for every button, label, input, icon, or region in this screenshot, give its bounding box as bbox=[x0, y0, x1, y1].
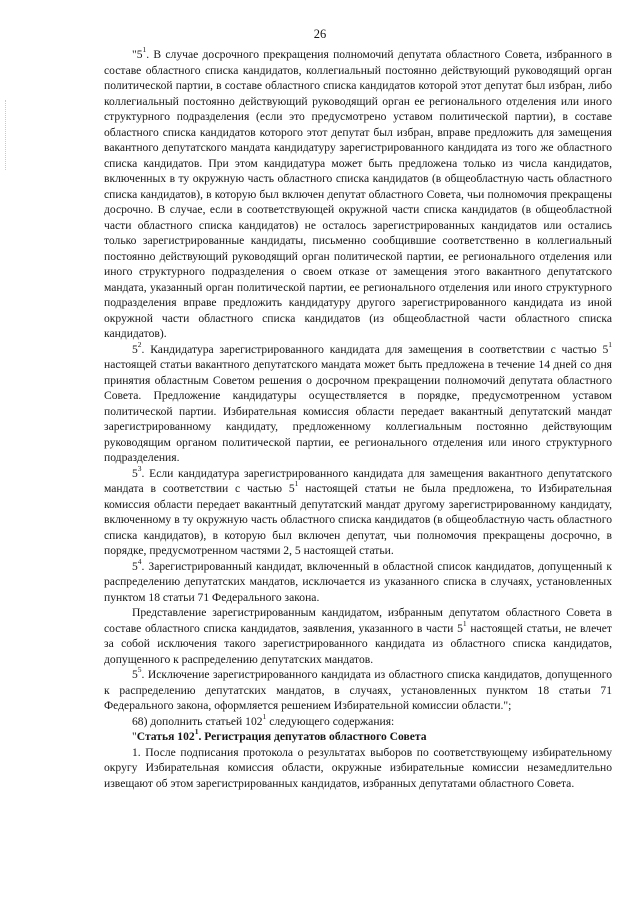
text-run: настоящей статьи не была предложена, то Избирательная комиссия области передает вакантный депутатский мандат другому зарегистрированному кандидату, включенному в ту окружную часть областного списка кандидатов (в общеобластную часть областного списка кандидатов), в которую был включен депутат, чьи полномочия прекращены досрочно, в порядке, предусмотренном частями 2, 5 настоящей статьи. bbox=[104, 482, 613, 557]
superscript: 3 bbox=[137, 463, 142, 473]
text-run: "5 bbox=[132, 48, 143, 61]
text-run: . Исключение зарегистрированного кандидата из областного списка кандидатов, допущенного к распределению депутатских мандатов, в случаях, установленных пунктом 18 статьи 71 Федерального закона, оформляется решением Избирательной комиссии области."; bbox=[104, 668, 612, 712]
superscript: 1 bbox=[262, 711, 267, 721]
text-run: . В случае досрочного прекращения полномочий депутата областного Совета, избранного в составе областного списка кандидатов, коллегиальный постоянно действующий руководящий орган политической партии, в составе областного списка кандидатов которой этот депутат был избран, либо коллегиальный постоянно действующий руководящий орган ее регионального отделения или иного структурного подразделения (если это предусмотрено уставом политической партии), в составе областного списка кандидатов которого этот депутат был избран, вправе предложить для замещения вакантного депутатского мандата кандидатуру зарегистрированного кандидата из того же областного списка кандидатов. При этом кандидатура может быть предложена только из числа кандидатов, включенных в ту окружную часть областного списка кандидатов (в общеобластную часть областного списка кандидатов), в которую был включен депутат областного Совета, чьи полномочия прекращены досрочно. В случае, если в соответствующей окружной части списка кандидатов (в общеобластной части областного списка кандидатов) не осталось зарегистрированных кандидатов или остались только зарегистрированные кандидаты, письменно сообщившие соответственно в коллегиальный постоянно действующий руководящий орган политической партии, ее регионального отделения или иного структурного подразделения о своем отказе от замещения этого вакантного депутатского мандата, указанный орган политической партии, ее регионального отделения или иного структурного подразделения вправе предложить кандидатуру другого зарегистрированного кандидата из иной окружной части областного списка кандидатов (из общеобластной части областного списка кандидатов). bbox=[104, 48, 612, 340]
paragraph-representation bbox=[104, 605, 612, 667]
paragraph-part-5-3 bbox=[104, 463, 613, 559]
paragraph-part-5-2 bbox=[104, 339, 612, 466]
text-run: . Если кандидатура зарегистрированного кандидата для замещения вакантного депутатского мандата в соответствии с частью 5 bbox=[104, 466, 612, 495]
superscript: 4 bbox=[137, 556, 142, 566]
text-run: настоящей статьи вакантного депутатского мандата может быть предложена в течение 14 дней со дня принятия областным Советом решения о досрочном прекращении полномочий депутата областного Совета. Предложение кандидатуры осуществляется в порядке, предусмотренном уставом политической партии. Избирательная комиссия области передает вакантный депутатский мандат зарегистрированному кандидату, предложенному коллегиальным постоянно действующим руководящим органом политической партии, ее регионального отделения или иного структурного подразделения. bbox=[104, 358, 612, 464]
heading-text: . Регистрация депутатов областного Совета bbox=[198, 730, 427, 743]
text-run: 68) дополнить статьей 102 bbox=[132, 714, 263, 728]
text-run: следующего содержания: bbox=[266, 714, 395, 728]
text-run: . Кандидатура зарегистрированного кандидата для замещения в соответствии с частью 5 bbox=[141, 342, 609, 356]
text-run: 5 bbox=[132, 559, 138, 573]
superscript: 5 bbox=[137, 665, 142, 675]
paragraph-article-part-1 bbox=[104, 745, 612, 792]
superscript: 1 bbox=[142, 45, 147, 55]
text-run: . Зарегистрированный кандидат, включенный в областной список кандидатов, допущенный к распределению депутатских мандатов, исключается из указанного списка в случаях, установленных пунктом 18 статьи 71 Федерального закона. bbox=[104, 559, 612, 604]
paragraph-part-5-5 bbox=[104, 667, 612, 714]
heading-text: Статья 102 bbox=[136, 730, 195, 743]
superscript: 1 bbox=[294, 479, 299, 489]
superscript: 1 bbox=[608, 339, 612, 349]
text-run: 1. После подписания протокола о результатах выборов по соответствующему избирательному округу Избирательная комиссия области, окружные избирательные комиссии незамедлительно извещают об этом зарегистрированных кандидатов, избранных депутатами областного Совета. bbox=[104, 745, 612, 790]
paragraph-item-68 bbox=[104, 711, 612, 730]
text-run: настоящей статьи, не влечет за собой исключения такого зарегистрированного кандидата из областного списка кандидатов, допущенного к распределению депутатских мандатов. bbox=[104, 621, 612, 666]
article-heading bbox=[104, 729, 612, 745]
text-run: 5 bbox=[132, 342, 138, 356]
page-number: 26 bbox=[313, 27, 327, 41]
binding-margin-marks bbox=[5, 100, 8, 170]
text-run: Представление зарегистрированным кандидатом, избранным депутатом областного Совета в составе областного списка кандидатов, заявления, указанного в части 5 bbox=[104, 606, 612, 635]
superscript: 1 bbox=[462, 618, 467, 628]
superscript: 2 bbox=[137, 339, 142, 349]
text-run: 5 bbox=[132, 668, 138, 681]
document-body bbox=[104, 47, 612, 791]
paragraph-part-5-1 bbox=[104, 47, 612, 342]
quote-mark: " bbox=[132, 730, 137, 743]
text-run: 5 bbox=[132, 466, 138, 480]
paragraph-part-5-4 bbox=[104, 556, 612, 606]
superscript: 1 bbox=[194, 727, 199, 737]
